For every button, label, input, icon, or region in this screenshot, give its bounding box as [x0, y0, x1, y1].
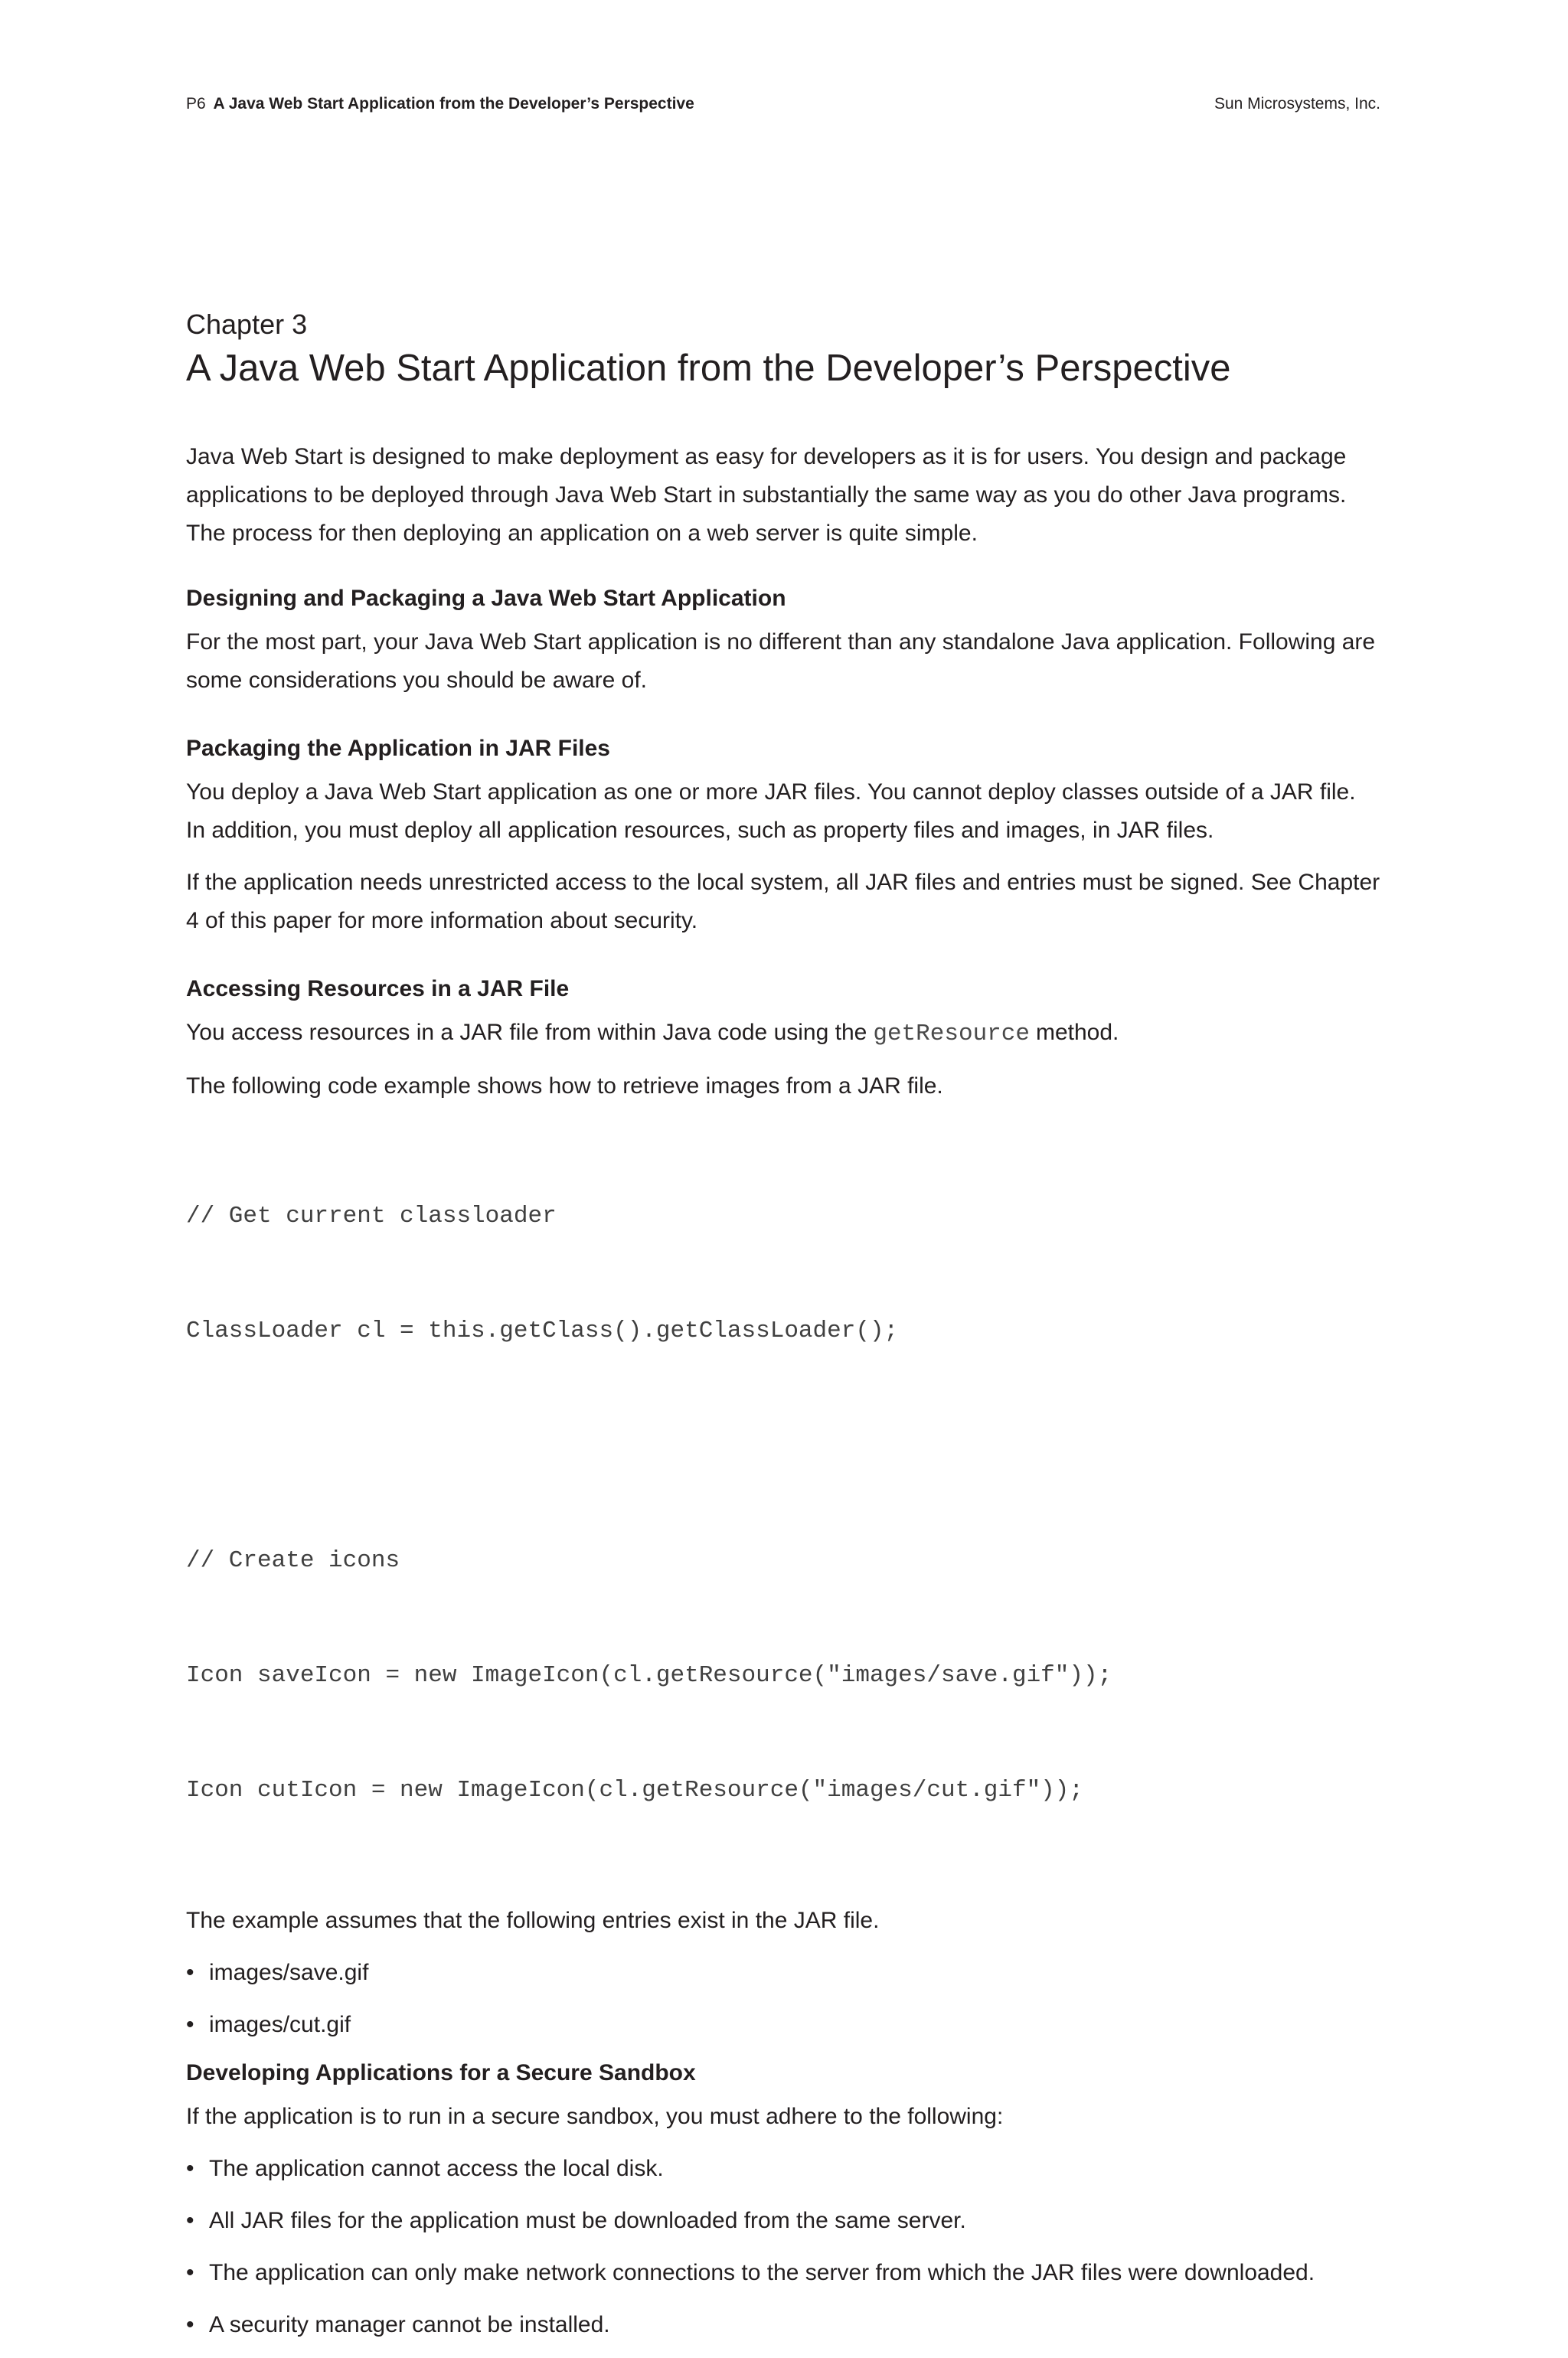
section-body-sandbox: If the application is to run in a secure sandbox, you must adhere to the following: — [186, 2104, 1004, 2129]
running-header-company: Sun Microsystems, Inc. — [1214, 95, 1380, 113]
list-item-text: images/cut.gif — [209, 2012, 351, 2037]
bullet-icon: • — [186, 2208, 194, 2233]
section-heading-packaging: Packaging the Application in JAR Files — [186, 736, 610, 761]
inline-code-getresource: getResource — [873, 1021, 1030, 1047]
bullet-icon: • — [186, 1960, 194, 1985]
section-heading-designing: Designing and Packaging a Java Web Start Application — [186, 586, 786, 611]
bullet-icon: • — [186, 2260, 194, 2285]
code-line: Icon cutIcon = new ImageIcon(cl.getResource("images/cut.gif")); — [186, 1777, 1083, 1804]
list-item — [186, 2006, 1380, 2044]
list-item — [186, 1954, 1380, 1992]
list-item-text: All JAR files for the application must be downloaded from the same server. — [209, 2208, 966, 2233]
section-body-packaging: You deploy a Java Web Start application as one or more JAR files. You cannot deploy classes outside of a JAR file. In addition, you must deploy all application resources, such as property files and images, in JAR files. — [186, 779, 1356, 843]
code-intro-text: The following code example shows how to retrieve images from a JAR file. — [186, 1073, 943, 1099]
section-heading-sandbox: Developing Applications for a Secure Sandbox — [186, 2060, 696, 2085]
section-heading-accessing: Accessing Resources in a JAR File — [186, 976, 570, 1001]
list-item — [186, 2150, 1380, 2188]
accessing-text-post: method. — [1035, 1020, 1119, 1045]
bullet-icon: • — [186, 2312, 194, 2337]
sandbox-rules-list — [186, 2150, 1380, 2344]
page-content — [186, 306, 1380, 2358]
section-body-designing: For the most part, your Java Web Start application is no different than any standalone Java application. Following are some considerations you should be aware of. — [186, 629, 1376, 693]
section-body-accessing — [186, 1014, 1380, 1053]
chapter-label: Chapter 3 — [186, 309, 308, 340]
chapter-intro: Java Web Start is designed to make deployment as easy for developers as it is for users. You design and package applications to be deployed through Java Web Start in substantially the same way as you do other Java programs. The process for then deploying an application on a web server is quite simple. — [186, 444, 1347, 546]
jar-entries-list — [186, 1954, 1380, 2044]
list-item — [186, 2254, 1380, 2292]
code-block — [186, 1121, 1380, 1886]
section-body-packaging-security: If the application needs unrestricted access to the local system, all JAR files and entries must be signed. See Chapter 4 of this paper for more information about security. — [186, 870, 1380, 933]
chapter-title: A Java Web Start Application from the Developer’s Perspective — [186, 348, 1231, 389]
bullet-icon: • — [186, 2156, 194, 2181]
running-header-left — [186, 95, 694, 113]
example-assumption-text: The example assumes that the following entries exist in the JAR file. — [186, 1908, 880, 1933]
list-item-text: images/save.gif — [209, 1960, 369, 1985]
code-line: // Get current classloader — [186, 1203, 557, 1230]
bullet-icon: • — [186, 2012, 194, 2037]
list-item — [186, 2202, 1380, 2240]
running-header-title: A Java Web Start Application from the Developer’s Perspective — [213, 95, 694, 113]
list-item-text: The application cannot access the local disk. — [209, 2156, 664, 2181]
accessing-text-pre: You access resources in a JAR file from within Java code using the — [186, 1020, 867, 1045]
code-line — [186, 1427, 1380, 1465]
list-item-text: The application can only make network connections to the server from which the JAR files were downloaded. — [209, 2260, 1315, 2285]
list-item-text: A security manager cannot be installed. — [209, 2312, 610, 2337]
running-header — [186, 92, 1380, 116]
code-line: ClassLoader cl = this.getClass().getClassLoader(); — [186, 1318, 899, 1344]
page-number: P6 — [186, 95, 206, 113]
code-line: Icon saveIcon = new ImageIcon(cl.getResource("images/save.gif")); — [186, 1662, 1112, 1689]
list-item — [186, 2306, 1380, 2344]
code-line: // Create icons — [186, 1547, 400, 1574]
